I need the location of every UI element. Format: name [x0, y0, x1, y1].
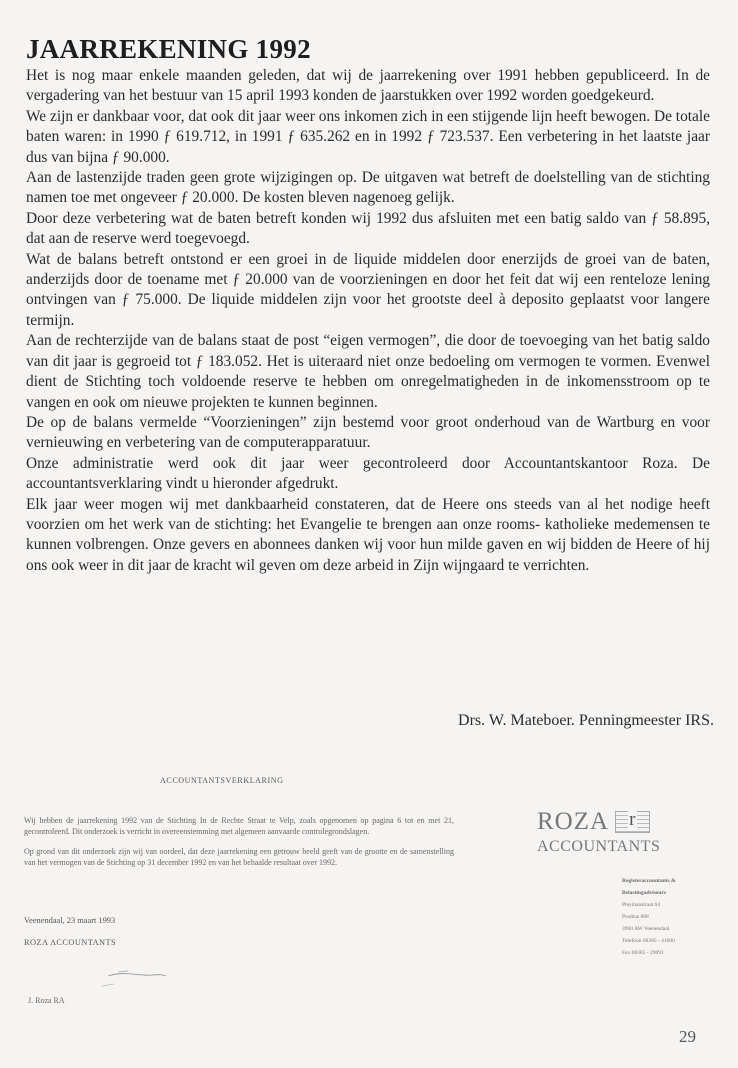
place-date: Veenendaal, 23 maart 1993: [24, 916, 116, 925]
firm-address: [622, 875, 676, 959]
logo-roza-text: ROZA: [537, 808, 610, 835]
address-line: 3900 AW Veenendaal: [622, 926, 670, 932]
address-line: Pleymanstraat 64: [622, 902, 661, 908]
accountants-statement: [24, 815, 454, 877]
address-line: Telefoon 08385 - 41600: [622, 938, 675, 944]
treasurer-signature: Drs. W. Mateboer. Penningmeester IRS.: [458, 712, 714, 729]
logo-roza: [537, 808, 667, 836]
logo-accountants: ACCOUNTANTS: [537, 838, 661, 855]
paragraph: De op de balans vermelde “Voorzieningen” zijn bestemd voor groot onderhoud van de Wartburg en voor vernieuwing en verbetering van de computerapparatuur.: [26, 413, 710, 452]
paragraph: We zijn er dankbaar voor, dat ook dit jaar weer ons inkomen zich in een stijgende lijn heeft bewogen. De totale baten waren: in 1990 ƒ 619.712, in 1991 ƒ 635.262 en in 1992 ƒ 723.537. Een verbetering in het laatste jaar dus van bijna ƒ 90.000.: [26, 107, 710, 166]
paragraph: Wat de balans betreft ontstond er een groei in de liquide middelen door enerzijds de groei van de baten, anderzijds door de toename met ƒ 20.000 van de voorzieningen en door het feit dat wij een renteloze lening ontvingen van ƒ 75.000. De liquide middelen zijn voor het grootste deel à deposito geplaatst voor langere termijn.: [26, 250, 710, 329]
address-line: Belastingadviseurs: [622, 890, 667, 896]
paragraph: Aan de rechterzijde van de balans staat de post “eigen vermogen”, die door de toevoeging van het batig saldo van dit jaar is gegroeid tot ƒ 183.052. Het is uiteraard niet onze bedoeling om vermogen te vormen. Evenwel dient de Stichting toch voldoende reserve te hebben om onregelmatigheden in de inkomensstroom op te vangen en ook om nieuwe projekten te kunnen beginnen.: [26, 332, 710, 411]
report-body: [26, 66, 710, 576]
page-title: JAARREKENING 1992: [26, 34, 311, 64]
firm-name: ROZA ACCOUNTANTS: [24, 938, 117, 947]
statement-paragraph: Op grond van dit onderzoek zijn wij van oordeel, dat deze jaarrekening een getrouw beeld geeft van de grootte en de samenstelling van het vermogen van de Stichting op 31 december 1992 en van het behaalde resultaat over 1992.: [24, 847, 454, 867]
accountants-heading: ACCOUNTANTSVERKLARING: [160, 776, 284, 785]
statement-paragraph: Wij hebben de jaarrekening 1992 van de Stichting In de Rechte Straat te Velp, zoals opgenomen op pagina 6 tot en met 21, gecontroleerd. Dit onderzoek is verricht in overeenstemming met algemeen aanvaarde controlegrondslagen.: [24, 816, 454, 836]
paragraph: Elk jaar weer mogen wij met dankbaarheid constateren, dat de Heere ons steeds van al het nodige heeft voorzien om het werk van de stichting: het Evangelie te brengen aan onze rooms- katholieke medemensen te kunnen volbrengen. Onze gevers en abonnees danken wij voor hun milde gaven en wij bidden de Heere of hij ons ook weer in dit jaar de kracht wil geven om deze arbeid in Zijn wijngaard te verrichten.: [26, 495, 710, 574]
paragraph: Het is nog maar enkele maanden geleden, dat wij de jaarrekening over 1991 hebben gepubliceerd. In de vergadering van het bestuur van 15 april 1993 konden de jaarstukken over 1992 worden goedgekeurd.: [26, 67, 710, 105]
address-line: Fax 08385 - 29091: [622, 950, 664, 956]
paragraph: Door deze verbetering wat de baten betreft konden wij 1992 dus afsluiten met een batig saldo van ƒ 58.895, dat aan de reserve werd toegevoegd.: [26, 209, 710, 248]
paragraph: Aan de lastenzijde traden geen grote wijzigingen op. De uitgaven wat betreft de doelstelling van de stichting namen toe met ongeveer ƒ 20.000. De kosten bleven nagenoeg gelijk.: [26, 169, 710, 207]
address-line: Postbus 888: [622, 914, 649, 920]
paragraph: Onze administratie werd ook dit jaar weer gecontroleerd door Accountantskantoor Roza. De accountantsverklaring vindt u hieronder afgedrukt.: [26, 454, 710, 493]
logo-mark-icon: r: [615, 811, 650, 833]
address-line: Registeraccountants &: [622, 878, 676, 884]
roza-logo: [537, 808, 667, 856]
handwritten-signature: [100, 964, 170, 988]
accountant-name: J. Roza RA: [28, 996, 65, 1005]
page-number: 29: [679, 1027, 696, 1046]
